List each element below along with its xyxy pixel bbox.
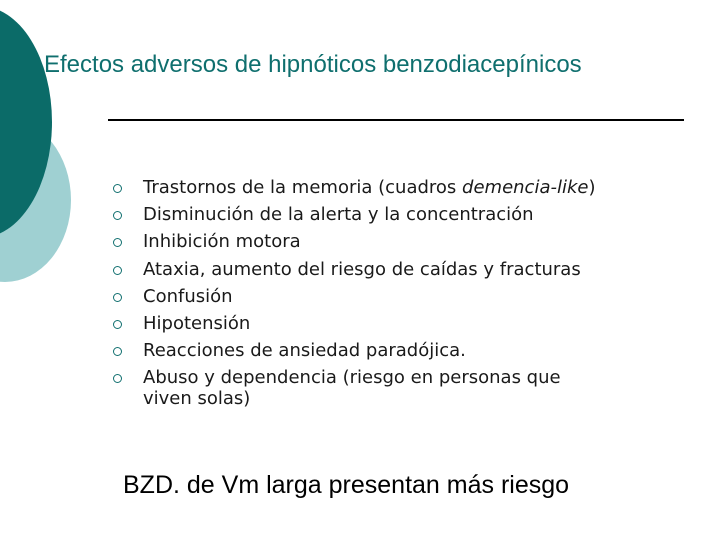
circle-bullet-icon <box>113 238 122 247</box>
list-item <box>113 174 683 201</box>
list-item-text: Hipotensión <box>143 313 251 335</box>
list-item-text: Reacciones de ansiedad paradójica. <box>143 340 466 362</box>
bullet-list <box>113 174 683 409</box>
circle-bullet-icon <box>113 320 122 329</box>
circle-bullet-icon <box>113 347 122 356</box>
list-item-text: Confusión <box>143 285 233 307</box>
circle-bullet-icon <box>113 374 122 383</box>
list-item-text: Disminución de la alerta y la concentración <box>143 204 534 226</box>
list-item-text-continuation: viven solas) <box>143 387 251 409</box>
decorative-circles <box>0 0 110 300</box>
list-item-text-start: Trastornos de la memoria (cuadros <box>143 177 463 198</box>
list-item <box>113 228 683 255</box>
circle-bullet-icon <box>113 211 122 220</box>
circle-bullet-icon <box>113 293 122 302</box>
list-item-text-end: ) <box>588 177 596 198</box>
circle-bullet-icon <box>113 184 122 193</box>
circle-bullet-icon <box>113 266 122 275</box>
list-item <box>113 337 683 364</box>
list-item-text: Abuso y dependencia (riesgo en personas que <box>143 367 561 389</box>
list-item <box>113 310 683 337</box>
list-item <box>113 256 683 283</box>
title-divider <box>108 119 684 121</box>
summary-note: BZD. de Vm larga presentan más riesgo <box>123 471 570 499</box>
list-item <box>113 364 683 408</box>
list-item <box>113 201 683 228</box>
list-item-text: Ataxia, aumento del riesgo de caídas y fracturas <box>143 258 581 280</box>
list-item-text-italic: demencia-like <box>462 177 589 198</box>
list-item-text <box>143 177 596 198</box>
slide-title: Efectos adversos de hipnóticos benzodiacepínicos <box>44 51 582 78</box>
list-item-text: Inhibición motora <box>143 231 301 253</box>
list-item <box>113 283 683 310</box>
